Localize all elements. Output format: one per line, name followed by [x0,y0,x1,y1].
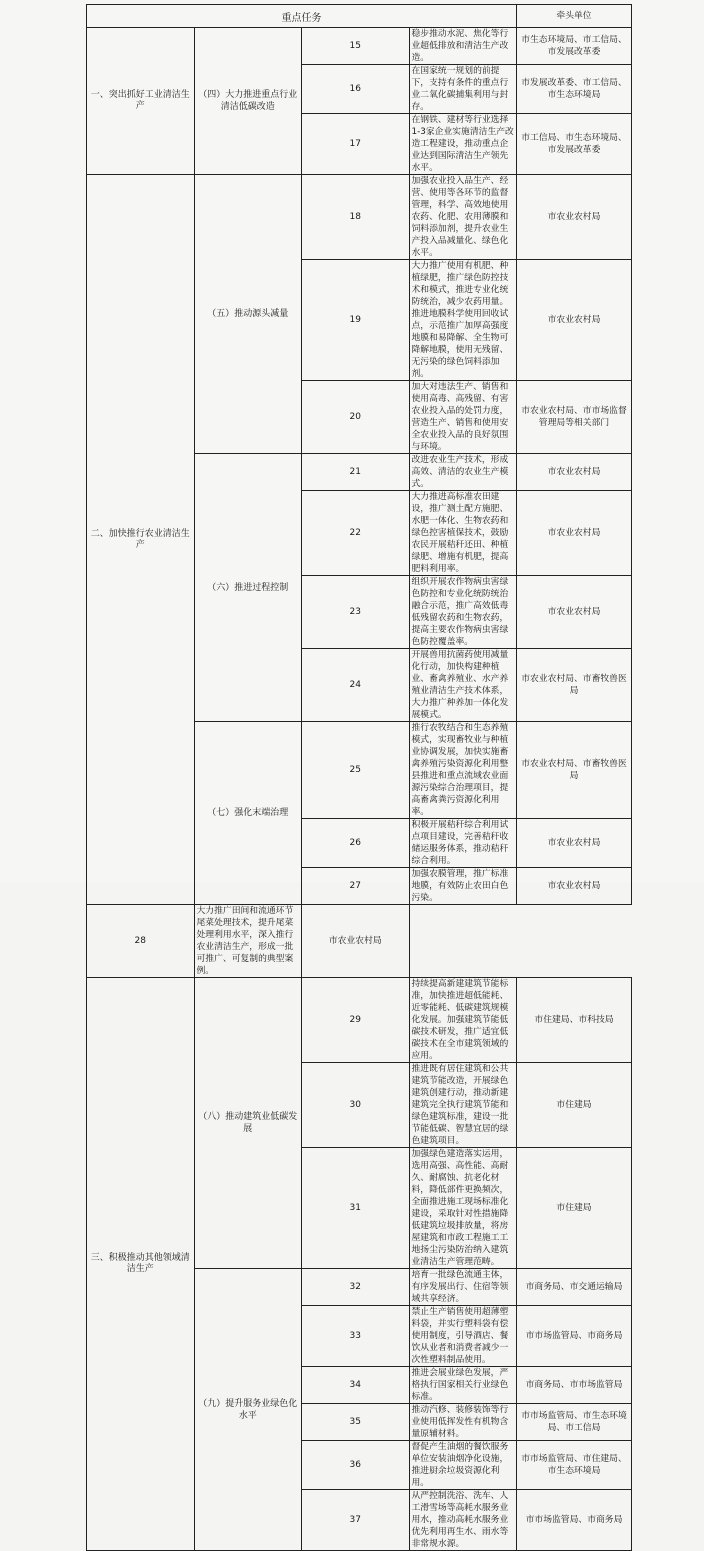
table-row [87,905,632,978]
row-number: 24 [302,649,410,722]
row-number: 27 [302,868,410,905]
lead-unit: 市农业农村局 [517,819,632,868]
lead-unit: 市工信局、市生态环境局、市发展改革委 [517,114,632,175]
lead-unit: 市农业农村局 [517,868,632,905]
lead-unit: 市农业农村局 [517,454,632,491]
table-row [87,978,632,1063]
row-number: 18 [302,175,410,260]
row-number: 26 [302,819,410,868]
header-row [87,5,632,28]
task-text: 加强绿色建造落实运用，选用高强、高性能、高耐久、耐腐蚀、抗老化材料，降低部件更换频次，全面推进施工现场标准化建设，采取针对性措施降低建筑垃圾排放量，将房屋建筑和市政工程施工工地扬尘污染防治纳入建筑业清洁生产管理范畴。 [409,1148,517,1269]
lead-unit: 市市场监管局、市商务局 [517,1490,632,1551]
group-label: （六）推进过程控制 [194,454,302,722]
row-number: 23 [302,576,410,649]
row-number: 16 [302,65,410,114]
row-number: 22 [302,491,410,576]
lead-unit: 市市场监管局、市住建局、市生态环境局 [517,1441,632,1490]
lead-unit: 市农业农村局 [517,175,632,260]
row-number: 36 [302,1441,410,1490]
row-number: 34 [302,1367,410,1404]
task-text: 开展兽用抗菌药使用减量化行动，加快构建种植业、畜禽养殖业、水产养殖业清洁生产技术体系，大力推广种养加一体化发展模式。 [409,649,517,722]
task-text: 培育一批绿色流通主体，有序发展出行、住宿等领域共享经济。 [409,1269,517,1306]
table-row [87,175,632,260]
task-text: 大力推广田间和流通环节尾菜处理技术，提升尾菜处理利用水平，深入推行农业清洁生产，形成一批可推广、可复制的典型案例。 [194,905,302,978]
task-text: 积极开展秸秆综合利用试点项目建设，完善秸秆收储运服务体系，推动秸秆综合利用。 [409,819,517,868]
lead-unit: 市商务局、市市场监管局 [517,1367,632,1404]
lead-unit: 市农业农村局 [517,576,632,649]
lead-unit: 市住建局 [517,1148,632,1269]
lead-unit: 市市场监管局、市商务局 [517,1306,632,1367]
header-task: 重点任务 [87,5,517,28]
row-number: 31 [302,1148,410,1269]
row-number: 17 [302,114,410,175]
group-label: （五）推动源头减量 [194,175,302,454]
lead-unit: 市农业农村局 [302,905,410,978]
row-number: 28 [87,905,195,978]
row-number: 25 [302,722,410,819]
row-number: 19 [302,260,410,381]
row-number: 20 [302,381,410,454]
group-label: （七）强化末端治理 [194,722,302,905]
task-text: 在国家统一规划的前提下，支持有条件的重点行业二氧化碳捕集利用与封存。 [409,65,517,114]
row-number: 30 [302,1063,410,1148]
row-number: 29 [302,978,410,1063]
task-text: 大力推进高标准农田建设，推广测土配方施肥、水肥一体化、生物农药和绿色控害植保技术，鼓励农民开展秸秆还田、种植绿肥、增施有机肥，提高肥料利用率。 [409,491,517,576]
task-text: 加大对违法生产、销售和使用高毒、高残留、有害农业投入品的处罚力度，营造生产、销售和使用安全农业投入品的良好氛围与环境。 [409,381,517,454]
task-text: 推行农牧结合和生态养殖模式，实现畜牧业与种植业协调发展，加快实施畜禽养殖污染资源化利用整县推进和重点流域农业面源污染综合治理项目，提高畜禽粪污资源化利用率。 [409,722,517,819]
lead-unit: 市农业农村局 [517,260,632,381]
task-text: 禁止生产销售使用超薄塑料袋，并实行塑料袋有偿使用制度，引导酒店、餐饮从业者和消费者减少一次性塑料制品使用。 [409,1306,517,1367]
lead-unit: 市市场监管局、市生态环境局、市工信局 [517,1404,632,1441]
lead-unit: 市住建局 [517,1063,632,1148]
task-text: 在钢铁、建材等行业选择1-3家企业实施清洁生产改造工程建设，推动重点企业达到国际清洁生产领先水平。 [409,114,517,175]
header-unit: 牵头单位 [517,5,632,28]
lead-unit: 市发展改革委、市工信局、市生态环境局 [517,65,632,114]
task-text: 加强农膜管理，推广标准地膜，有效防止农田白色污染。 [409,868,517,905]
task-text: 组织开展农作物病虫害绿色防控和专业化统防统治融合示范，推广高效低毒低残留农药和生物农药，提高主要农作物病虫害绿色防控覆盖率。 [409,576,517,649]
section-label: 三、积极推动其他领域清洁生产 [87,978,195,1551]
lead-unit: 市农业农村局、市畜牧兽医局 [517,722,632,819]
task-text: 督促产生油烟的餐饮服务单位安装油烟净化设施，推进厨余垃圾资源化利用。 [409,1441,517,1490]
task-table [86,4,632,1551]
lead-unit: 市住建局、市科技局 [517,978,632,1063]
lead-unit: 市农业农村局、市畜牧兽医局 [517,649,632,722]
row-number: 35 [302,1404,410,1441]
task-text: 推进既有居住建筑和公共建筑节能改造，开展绿色建筑创建行动，推动新建建筑完全执行建筑节能和绿色建筑标准，建设一批节能低碳、智慧宜居的绿色建筑项目。 [409,1063,517,1148]
task-text: 加强农业投入品生产、经营、使用等各环节的监督管理，科学、高效地使用农药、化肥、农用薄膜和饲料添加剂，提升农业生产投入品减量化、绿色化水平。 [409,175,517,260]
lead-unit: 市生态环境局、市工信局、市发展改革委 [517,28,632,65]
section-label: 一、突出抓好工业清洁生产 [87,28,195,175]
section-label: 二、加快推行农业清洁生产 [87,175,195,905]
task-text: 稳步推动水泥、焦化等行业超低排放和清洁生产改造。 [409,28,517,65]
task-text: 持续提高新建建筑节能标准，加快推进超低能耗、近零能耗、低碳建筑规模化发展。加强建筑节能低碳技术研发，推广适宜低碳技术在全市建筑领域的应用。 [409,978,517,1063]
task-text: 推进会展业绿色发展，严格执行国家相关行业绿色标准。 [409,1367,517,1404]
table-row [87,28,632,65]
group-label: （四）大力推进重点行业清洁低碳改造 [194,28,302,175]
row-number: 33 [302,1306,410,1367]
task-text: 大力推广使用有机肥、种植绿肥，推广绿色防控技术和模式，推进专业化统防统治，减少农药用量。推进地膜科学使用回收试点，示范推广加厚高强度地膜和易降解、全生物可降解地膜，使用无残留、无污染的绿色饲料添加剂。 [409,260,517,381]
task-text: 推动汽修、装修装饰等行业使用低挥发性有机物含量原辅材料。 [409,1404,517,1441]
lead-unit: 市农业农村局、市市场监督管理局等相关部门 [517,381,632,454]
task-text: 改进农业生产技术，形成高效、清洁的农业生产模式。 [409,454,517,491]
row-number: 32 [302,1269,410,1306]
group-label: （九）提升服务业绿色化水平 [194,1269,302,1551]
group-label: （八）推动建筑业低碳发展 [194,978,302,1269]
row-number: 15 [302,28,410,65]
row-number: 37 [302,1490,410,1551]
task-text: 从严控制洗浴、洗车、人工滑雪场等高耗水服务业用水，推动高耗水服务业优先利用再生水、雨水等非常规水源。 [409,1490,517,1551]
lead-unit: 市商务局、市交通运输局 [517,1269,632,1306]
row-number: 21 [302,454,410,491]
lead-unit: 市农业农村局 [517,491,632,576]
